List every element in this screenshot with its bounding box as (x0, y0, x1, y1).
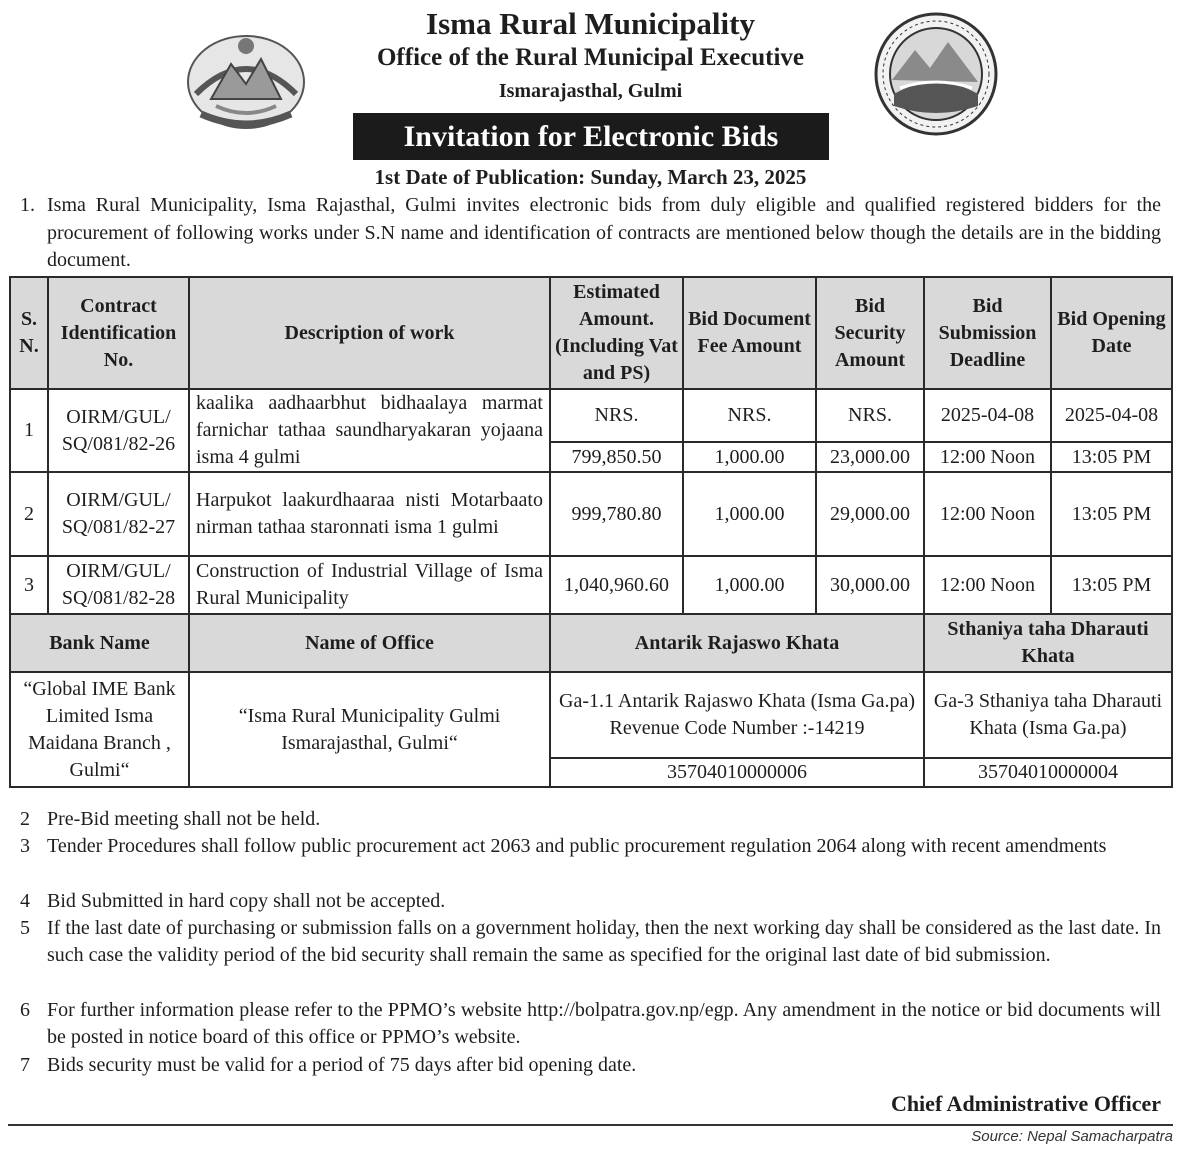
antarik-description: Ga-1.1 Antarik Rajaswo Khata (Isma Ga.pa) Revenue Code Number :-14219 (550, 672, 924, 758)
header-sn: S. N. (10, 277, 48, 389)
source-credit: Source: Nepal Samacharpatra (971, 1128, 1173, 1145)
list-item (20, 915, 1161, 969)
row-description: Harpukot laakurdhaaraa nisti Motarbaato nirman tathaa staronnati isma 1 gulmi (189, 472, 550, 556)
opening-date: 2025-04-08 (1051, 389, 1172, 442)
header-description: Description of work (189, 277, 550, 389)
row-description: Construction of Industrial Village of Isma Rural Municipality (189, 556, 550, 614)
note-text: For further information please refer to the PPMO’s website http://bolpatra.gov.np/egp. Any amendment in the notice or bid documents will be posted in notice board of this office or PPMO’s website. (47, 999, 1161, 1049)
row-contract-id: OIRM/GUL/ SQ/081/82-27 (48, 472, 189, 556)
list-item (20, 888, 1161, 915)
office-location: Ismarajasthal, Gulmi (498, 80, 683, 102)
row-security-amount: 30,000.00 (816, 556, 924, 614)
note-text: Tender Procedures shall follow public procurement act 2063 and public procurement regulation 2064 along with recent amendments (47, 835, 1107, 857)
row-estimated-amount: 999,780.80 (550, 472, 683, 556)
antarik-account-number: 35704010000006 (550, 758, 924, 787)
header-bank-name: Bank Name (10, 614, 189, 672)
note-number: 2 (20, 808, 30, 830)
note-text: If the last date of purchasing or submission falls on a government holiday, then the next working day shall be considered as the last date. In such case the validity period of the bid security shall remain the same as specified for the original last date of bid submission. (47, 917, 1161, 967)
sthaniya-account-number: 35704010000004 (924, 758, 1172, 787)
header-opening-date: Bid Opening Date (1051, 277, 1172, 389)
municipality-title: Isma Rural Municipality (426, 6, 755, 41)
row-sn: 3 (10, 556, 48, 614)
note-text: Bid Submitted in hard copy shall not be accepted. (47, 890, 446, 912)
row-security-amount: 29,000.00 (816, 472, 924, 556)
bank-name: “Global IME Bank Limited Isma Maidana Branch , Gulmi“ (10, 672, 189, 787)
intro-text: Isma Rural Municipality, Isma Rajasthal, Gulmi invites electronic bids from duly eligible and qualified registered bidders for the procurement of following works under S.N name and identification of contracts are mentioned below though the details are in the bidding document. (47, 194, 1161, 271)
list-item (20, 1052, 1161, 1079)
row-document-fee: 1,000.00 (683, 442, 816, 472)
publication-date: 1st Date of Publication: Sunday, March 23, 2025 (374, 165, 807, 189)
note-number: 7 (20, 1054, 30, 1076)
intro-number: 1. (20, 194, 35, 216)
deadline-date: 2025-04-08 (924, 389, 1051, 442)
note-text: Pre-Bid meeting shall not be held. (47, 808, 321, 830)
currency-label: NRS. (816, 389, 924, 442)
bank-row (10, 672, 1172, 758)
office-name-cell: “Isma Rural Municipality Gulmi Ismarajasthal, Gulmi“ (189, 672, 550, 787)
currency-label: NRS. (550, 389, 683, 442)
table-row (10, 472, 1172, 556)
note-text: Bids security must be valid for a period of 75 days after bid opening date. (47, 1054, 637, 1076)
list-item (20, 806, 1161, 833)
row-opening-time: 13:05 PM (1051, 472, 1172, 556)
row-sn: 1 (10, 389, 48, 472)
notice-banner: Invitation for Electronic Bids (353, 113, 829, 160)
note-number: 4 (20, 890, 30, 912)
office-name: Office of the Rural Municipal Executive (376, 44, 804, 71)
sthaniya-description: Ga-3 Sthaniya taha Dharauti Khata (Isma Ga.pa) (924, 672, 1172, 758)
row-deadline-time: 12:00 Noon (924, 442, 1051, 472)
header-security-amount: Bid Security Amount (816, 277, 924, 389)
row-contract-id: OIRM/GUL/ SQ/081/82-28 (48, 556, 189, 614)
footer-divider (8, 1124, 1173, 1126)
table-row (10, 389, 1172, 442)
bid-table-header (10, 277, 1172, 389)
header-sthaniya-khata: Sthaniya taha Dharauti Khata (924, 614, 1172, 672)
row-security-amount: 23,000.00 (816, 442, 924, 472)
row-deadline-time: 12:00 Noon (924, 472, 1051, 556)
note-number: 3 (20, 835, 30, 857)
intro-paragraph (20, 192, 1161, 275)
signatory-title: Chief Administrative Officer (890, 1091, 1161, 1116)
row-contract-id: OIRM/GUL/ SQ/081/82-26 (48, 389, 189, 472)
header-submission-deadline: Bid Submission Deadline (924, 277, 1051, 389)
row-opening-time: 13:05 PM (1051, 556, 1172, 614)
row-description: kaalika aadhaarbhut bidhaalaya marmat farnichar tathaa saundharyakaran yojaana isma 4 gulmi (189, 389, 550, 472)
header-office-name: Name of Office (189, 614, 550, 672)
row-deadline-time: 12:00 Noon (924, 556, 1051, 614)
bank-table-header (10, 614, 1172, 672)
header-document-fee: Bid Document Fee Amount (683, 277, 816, 389)
row-estimated-amount: 799,850.50 (550, 442, 683, 472)
note-number: 6 (20, 999, 30, 1021)
header-estimated-amount: Estimated Amount. (Including Vat and PS) (550, 277, 683, 389)
list-item (20, 997, 1161, 1051)
header-contract-id: Contract Identification No. (48, 277, 189, 389)
row-document-fee: 1,000.00 (683, 472, 816, 556)
currency-label: NRS. (683, 389, 816, 442)
note-number: 5 (20, 917, 30, 939)
row-estimated-amount: 1,040,960.60 (550, 556, 683, 614)
bid-table (9, 276, 1173, 788)
row-sn: 2 (10, 472, 48, 556)
header-antarik-khata: Antarik Rajaswo Khata (550, 614, 924, 672)
table-row (10, 556, 1172, 614)
row-opening-time: 13:05 PM (1051, 442, 1172, 472)
list-item (20, 833, 1161, 860)
row-document-fee: 1,000.00 (683, 556, 816, 614)
